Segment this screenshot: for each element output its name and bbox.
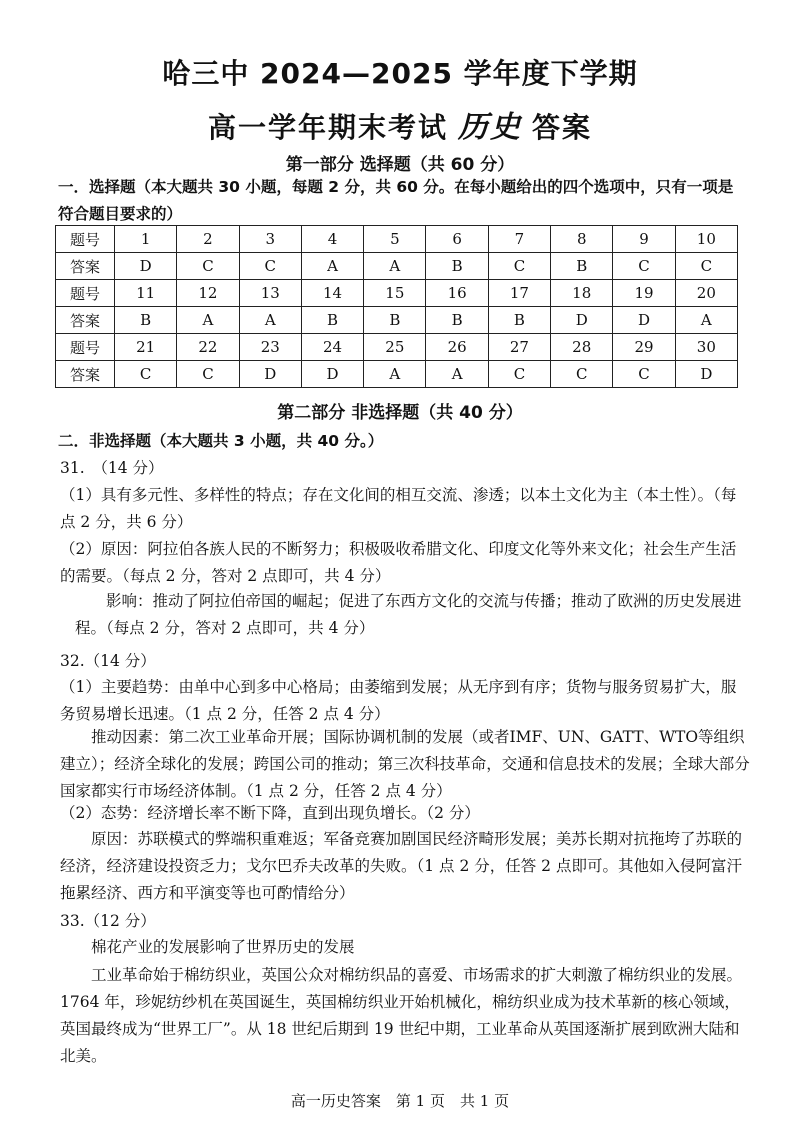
answer-cell: A	[177, 307, 239, 334]
answer-label-cell: 答案	[56, 253, 115, 280]
answer-cell: D	[115, 253, 177, 280]
answer-label-cell: 答案	[56, 361, 115, 388]
answer-cell: C	[488, 361, 550, 388]
question-number-cell: 19	[613, 280, 675, 307]
question-number-cell: 22	[177, 334, 239, 361]
question-number-cell: 17	[488, 280, 550, 307]
answer-cell: C	[177, 361, 239, 388]
answer-cell: B	[488, 307, 550, 334]
answer-cell: D	[613, 307, 675, 334]
answer-cell: D	[301, 361, 363, 388]
answer-cell: C	[115, 361, 177, 388]
question-number-cell: 27	[488, 334, 550, 361]
question-number-cell: 4	[301, 226, 363, 253]
answer-cell: A	[426, 361, 488, 388]
question-number-cell: 11	[115, 280, 177, 307]
question-number-cell: 25	[364, 334, 426, 361]
q31-part2-reasons: （2）原因：阿拉伯各族人民的不断努力；积极吸收希腊文化、印度文化等外来文化；社会生产生活的需要。（每点 2 分，答对 2 点即可，共 4 分）	[60, 540, 737, 585]
subject-name: 历史	[458, 110, 522, 145]
question-number-cell: 20	[675, 280, 737, 307]
q32-part2-reasons: 原因：苏联模式的弊端积重难返；军备竞赛加剧国民经济畸形发展；美苏长期对抗拖垮了苏联的经济，经济建设投资乏力；戈尔巴乔夫改革的失败。（1 点 2 分，任答 2 点即可。其他如入侵阿富汗拖累经济、西方和平演变等也可酌情给分）	[60, 830, 743, 902]
question-number-cell: 6	[426, 226, 488, 253]
q31-part2-impact: 影响：推动了阿拉伯帝国的崛起；促进了东西方文化的交流与传播；推动了欧洲的历史发展进程。（每点 2 分，答对 2 点即可，共 4 分）	[75, 592, 742, 637]
q31-heading: 31. （14 分）	[60, 459, 164, 477]
answer-cell: C	[551, 361, 613, 388]
q33-body: 工业革命始于棉纺织业，英国公众对棉纺织品的喜爱、市场需求的扩大刺激了棉纺织业的发展。1764 年，珍妮纺纱机在英国诞生，英国棉纺织业开始机械化，棉纺织业成为技术革新的核心领域，英国最终成为“世界工厂”。从 18 世纪后期到 19 世纪中期，工业革命从英国逐渐扩展到欧洲大陆和北美。	[60, 966, 743, 1065]
question-number-cell: 5	[364, 226, 426, 253]
q32-part1-trend: （1）主要趋势：由单中心到多中心格局；由萎缩到发展；从无序到有序；货物与服务贸易扩大，服务贸易增长迅速。（1 点 2 分，任答 2 点 4 分）	[60, 678, 737, 723]
question-number-cell: 21	[115, 334, 177, 361]
question-number-cell: 1	[115, 226, 177, 253]
question-number-cell: 10	[675, 226, 737, 253]
answer-row	[56, 361, 738, 388]
answer-label-cell: 答案	[56, 307, 115, 334]
answer-table	[55, 225, 738, 388]
question-number-cell: 7	[488, 226, 550, 253]
answer-row	[56, 253, 738, 280]
q33-heading: 33.（12 分）	[60, 912, 156, 930]
question-number-cell: 3	[239, 226, 301, 253]
question-number-cell: 29	[613, 334, 675, 361]
answer-cell: B	[426, 307, 488, 334]
exam-title: 高一学年期末考试	[207, 111, 448, 144]
question-number-cell: 18	[551, 280, 613, 307]
answer-cell: D	[675, 361, 737, 388]
question-number-row	[56, 280, 738, 307]
question-number-cell: 23	[239, 334, 301, 361]
answer-cell: A	[364, 361, 426, 388]
answer-label: 答案	[532, 111, 593, 144]
page-footer: 高一历史答案 第 1 页 共 1 页	[290, 1092, 510, 1110]
answer-cell: B	[364, 307, 426, 334]
part1-title: 第一部分 选择题（共 60 分）	[285, 155, 515, 175]
question-number-cell: 2	[177, 226, 239, 253]
question-number-cell: 30	[675, 334, 737, 361]
part1-instruction: 一．选择题（本大题共 30 小题，每题 2 分，共 60 分。在每小题给出的四个选项中，只有一项是符合题目要求的）	[58, 178, 734, 223]
question-number-cell: 14	[301, 280, 363, 307]
answer-cell: A	[239, 307, 301, 334]
answer-cell: D	[239, 361, 301, 388]
answer-cell: C	[613, 361, 675, 388]
question-number-cell: 13	[239, 280, 301, 307]
question-number-cell: 8	[551, 226, 613, 253]
answer-cell: B	[551, 253, 613, 280]
q32-part1-factors: 推动因素：第二次工业革命开展；国际协调机制的发展（或者IMF、UN、GATT、WTO等组织建立）；经济全球化的发展；跨国公司的推动；第三次科技革命，交通和信息技术的发展；全球大部分国家都实行市场经济体制。（1 点 2 分，任答 2 点 4 分）	[60, 728, 750, 800]
answer-cell: B	[426, 253, 488, 280]
question-number-label: 题号	[56, 334, 115, 361]
question-number-label: 题号	[56, 226, 115, 253]
question-number-cell: 28	[551, 334, 613, 361]
q32-heading: 32.（14 分）	[60, 652, 156, 670]
answer-row	[56, 307, 738, 334]
answer-cell: C	[613, 253, 675, 280]
answer-cell: A	[301, 253, 363, 280]
q31-part1: （1）具有多元性、多样性的特点；存在文化间的相互交流、渗透；以本土文化为主（本土性）。（每点 2 分，共 6 分）	[60, 486, 737, 531]
answer-cell: C	[488, 253, 550, 280]
answer-cell: A	[364, 253, 426, 280]
exam-header-line1: 哈三中 2024—2025 学年度下学期	[162, 57, 638, 90]
exam-header-line2	[0, 102, 800, 146]
answer-cell: B	[301, 307, 363, 334]
question-number-row	[56, 334, 738, 361]
question-number-cell: 26	[426, 334, 488, 361]
answer-cell: B	[115, 307, 177, 334]
question-number-cell: 15	[364, 280, 426, 307]
part2-title: 第二部分 非选择题（共 40 分）	[277, 403, 523, 423]
answer-cell: A	[675, 307, 737, 334]
q32-part2-trend: （2）态势：经济增长率不断下降，直到出现负增长。（2 分）	[60, 804, 480, 822]
answer-cell: C	[675, 253, 737, 280]
question-number-row	[56, 226, 738, 253]
question-number-cell: 9	[613, 226, 675, 253]
q33-thesis: 棉花产业的发展影响了世界历史的发展	[91, 938, 355, 956]
question-number-cell: 24	[301, 334, 363, 361]
part2-instruction: 二．非选择题（本大题共 3 小题，共 40 分。）	[58, 432, 384, 450]
answer-cell: D	[551, 307, 613, 334]
answer-cell: C	[177, 253, 239, 280]
question-number-cell: 12	[177, 280, 239, 307]
question-number-label: 题号	[56, 280, 115, 307]
question-number-cell: 16	[426, 280, 488, 307]
answer-cell: C	[239, 253, 301, 280]
